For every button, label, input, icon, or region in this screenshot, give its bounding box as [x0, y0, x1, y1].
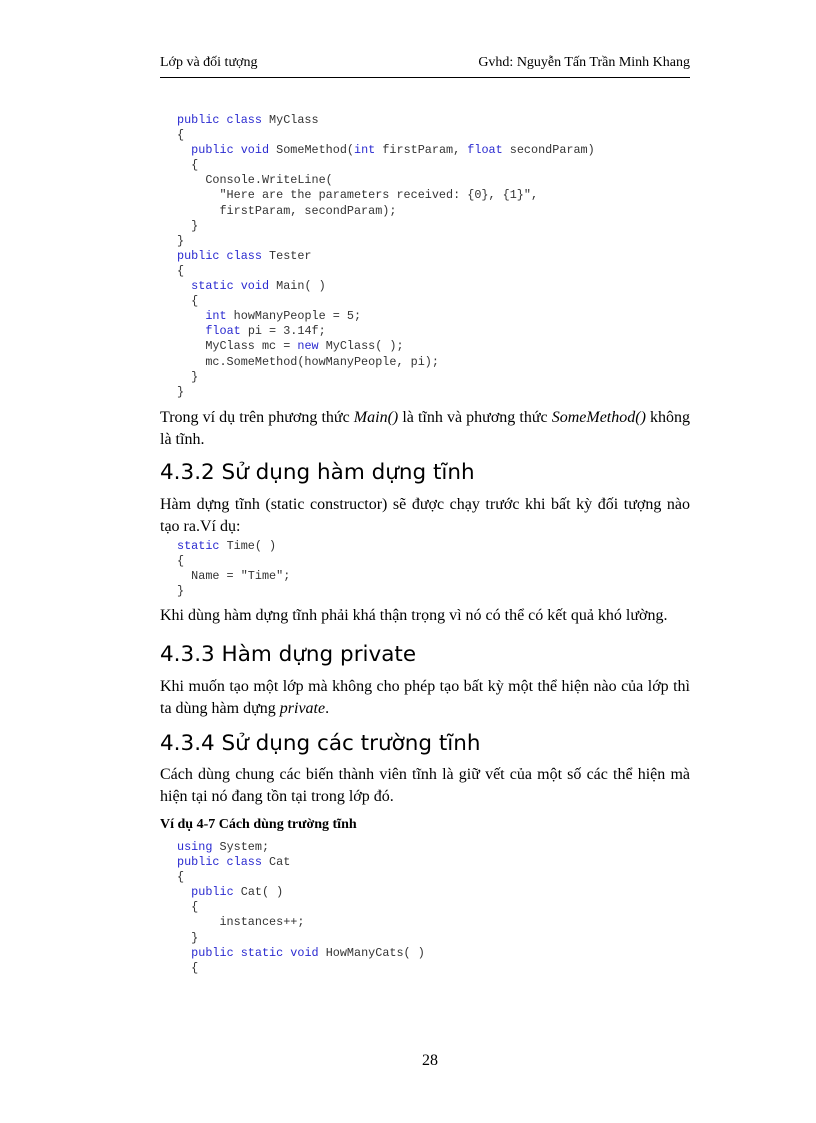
code-text: { — [177, 263, 185, 278]
code-text: { — [177, 158, 199, 173]
code-text: } — [177, 930, 199, 945]
paragraph-static-fields: Cách dùng chung các biến thành viên tĩnh là giữ vết của một số các thể hiện mà hiện tại nó đang tồn tại trong lớp đó. — [160, 766, 690, 805]
code-line — [177, 584, 290, 599]
code-line — [177, 279, 595, 294]
code-text: Console.WriteLine( — [177, 173, 333, 188]
code-text — [177, 324, 205, 338]
code-text: { — [177, 870, 185, 885]
code-text: secondParam) — [509, 143, 595, 158]
code-text: } — [177, 218, 199, 233]
code-line — [177, 158, 595, 173]
code-keyword: float — [467, 143, 510, 158]
code-text: HowManyCats( ) — [325, 945, 425, 960]
section-heading-4-3-4: 4.3.4 Sử dụng các trường tĩnh — [160, 731, 481, 756]
code-line — [177, 385, 595, 400]
header-instructor: Gvhd: Nguyễn Tấn Trần Minh Khang — [478, 55, 690, 70]
code-text: } — [177, 369, 199, 384]
code-text: instances++; — [177, 915, 305, 930]
code-keyword: static — [177, 539, 227, 553]
code-keyword: public class — [177, 855, 270, 870]
header-divider — [160, 77, 690, 78]
code-line — [177, 539, 290, 554]
code-text: Cat — [269, 855, 291, 870]
code-text: Tester — [269, 248, 312, 263]
code-line — [177, 855, 425, 870]
code-block-time — [177, 539, 290, 599]
code-text: pi = 3.14f; — [247, 324, 326, 339]
code-text: { — [177, 900, 199, 915]
code-text: } — [177, 233, 185, 248]
code-text — [177, 309, 205, 323]
code-text: mc.SomeMethod(howManyPeople, pi); — [177, 354, 439, 369]
code-keyword: float — [205, 324, 248, 339]
para-text: Trong ví dụ trên phương thức — [160, 409, 354, 426]
code-text: Main( ) — [276, 279, 326, 294]
code-keyword: int — [354, 143, 383, 158]
code-line — [177, 355, 595, 370]
code-line — [177, 961, 425, 976]
code-text: MyClass( ); — [325, 339, 404, 354]
code-line — [177, 870, 425, 885]
code-line — [177, 264, 595, 279]
code-line — [177, 294, 595, 309]
code-line — [177, 554, 290, 569]
code-text: MyClass — [269, 113, 319, 127]
code-line — [177, 931, 425, 946]
para-italic-main: Main() — [353, 409, 399, 426]
section-heading-4-3-3: 4.3.3 Hàm dựng private — [160, 642, 417, 667]
para-text: Khi muốn tạo một lớp mà không cho phép tạo bất kỳ một thể hiện nào của lớp thì ta dùng hàm dựng — [160, 678, 690, 717]
para-text: không là tĩnh. — [160, 409, 691, 448]
code-line — [177, 143, 595, 158]
code-text: { — [177, 554, 185, 569]
code-text: MyClass mc = — [177, 339, 298, 354]
code-keyword: public — [191, 885, 241, 900]
code-keyword: public void — [191, 143, 277, 158]
code-text — [177, 885, 191, 899]
code-line — [177, 113, 595, 128]
code-line — [177, 885, 425, 900]
para-text: là tĩnh và phương thức — [398, 409, 552, 426]
code-text: { — [177, 960, 199, 975]
example-caption: Ví dụ 4-7 Cách dùng trường tĩnh — [160, 817, 357, 832]
code-line — [177, 946, 425, 961]
code-keyword: using — [177, 840, 220, 854]
header-chapter-title: Lớp và đối tượng — [160, 55, 258, 70]
code-block-cat — [177, 840, 425, 976]
code-keyword: new — [297, 339, 326, 354]
code-text — [177, 946, 191, 960]
code-line — [177, 915, 425, 930]
para-italic-private: private — [279, 700, 326, 717]
code-text — [177, 143, 191, 157]
para-text: . — [325, 700, 330, 717]
code-keyword: static void — [191, 279, 277, 294]
code-keyword: public class — [177, 113, 270, 127]
code-text: howManyPeople = 5; — [233, 309, 362, 324]
code-line — [177, 324, 595, 339]
paragraph-private-constructor — [160, 676, 690, 720]
code-text: Time( ) — [226, 539, 277, 553]
code-line — [177, 204, 595, 219]
code-line — [177, 188, 595, 203]
code-line — [177, 249, 595, 264]
code-keyword: public class — [177, 248, 270, 263]
code-line — [177, 309, 595, 324]
code-line — [177, 128, 595, 143]
paragraph-static-method — [160, 407, 690, 451]
code-block-myclass — [177, 113, 595, 400]
paragraph-static-constructor-caution: Khi dùng hàm dựng tĩnh phải khá thận trọng vì nó có thể có kết quả khó lường. — [160, 607, 668, 624]
code-line — [177, 840, 425, 855]
code-keyword: int — [205, 309, 234, 324]
code-line — [177, 173, 595, 188]
code-line — [177, 339, 595, 354]
code-text: "Here are the parameters received: {0}, {1}", — [177, 188, 539, 203]
code-text: firstParam, — [382, 143, 468, 158]
para-italic-somemethod: SomeMethod() — [551, 409, 646, 426]
page-number: 28 — [422, 1052, 438, 1069]
paragraph-static-constructor: Hàm dựng tĩnh (static constructor) sẽ được chạy trước khi bất kỳ đối tượng nào tạo ra.Ví dụ: — [160, 496, 690, 535]
code-text: SomeMethod( — [276, 143, 354, 158]
code-line — [177, 569, 290, 584]
code-text: { — [177, 294, 199, 309]
code-text: Name = "Time"; — [177, 569, 291, 584]
code-text: System; — [219, 840, 270, 854]
code-text: { — [177, 128, 185, 143]
code-text: firstParam, secondParam); — [177, 203, 397, 218]
section-heading-4-3-2: 4.3.2 Sử dụng hàm dựng tĩnh — [160, 460, 475, 485]
code-line — [177, 234, 595, 249]
code-line — [177, 370, 595, 385]
code-keyword: public static void — [191, 945, 326, 960]
code-text — [177, 279, 191, 293]
code-text: Cat( ) — [240, 885, 284, 900]
code-line — [177, 219, 595, 234]
code-text: } — [177, 384, 185, 399]
code-line — [177, 900, 425, 915]
code-text: } — [177, 584, 185, 599]
